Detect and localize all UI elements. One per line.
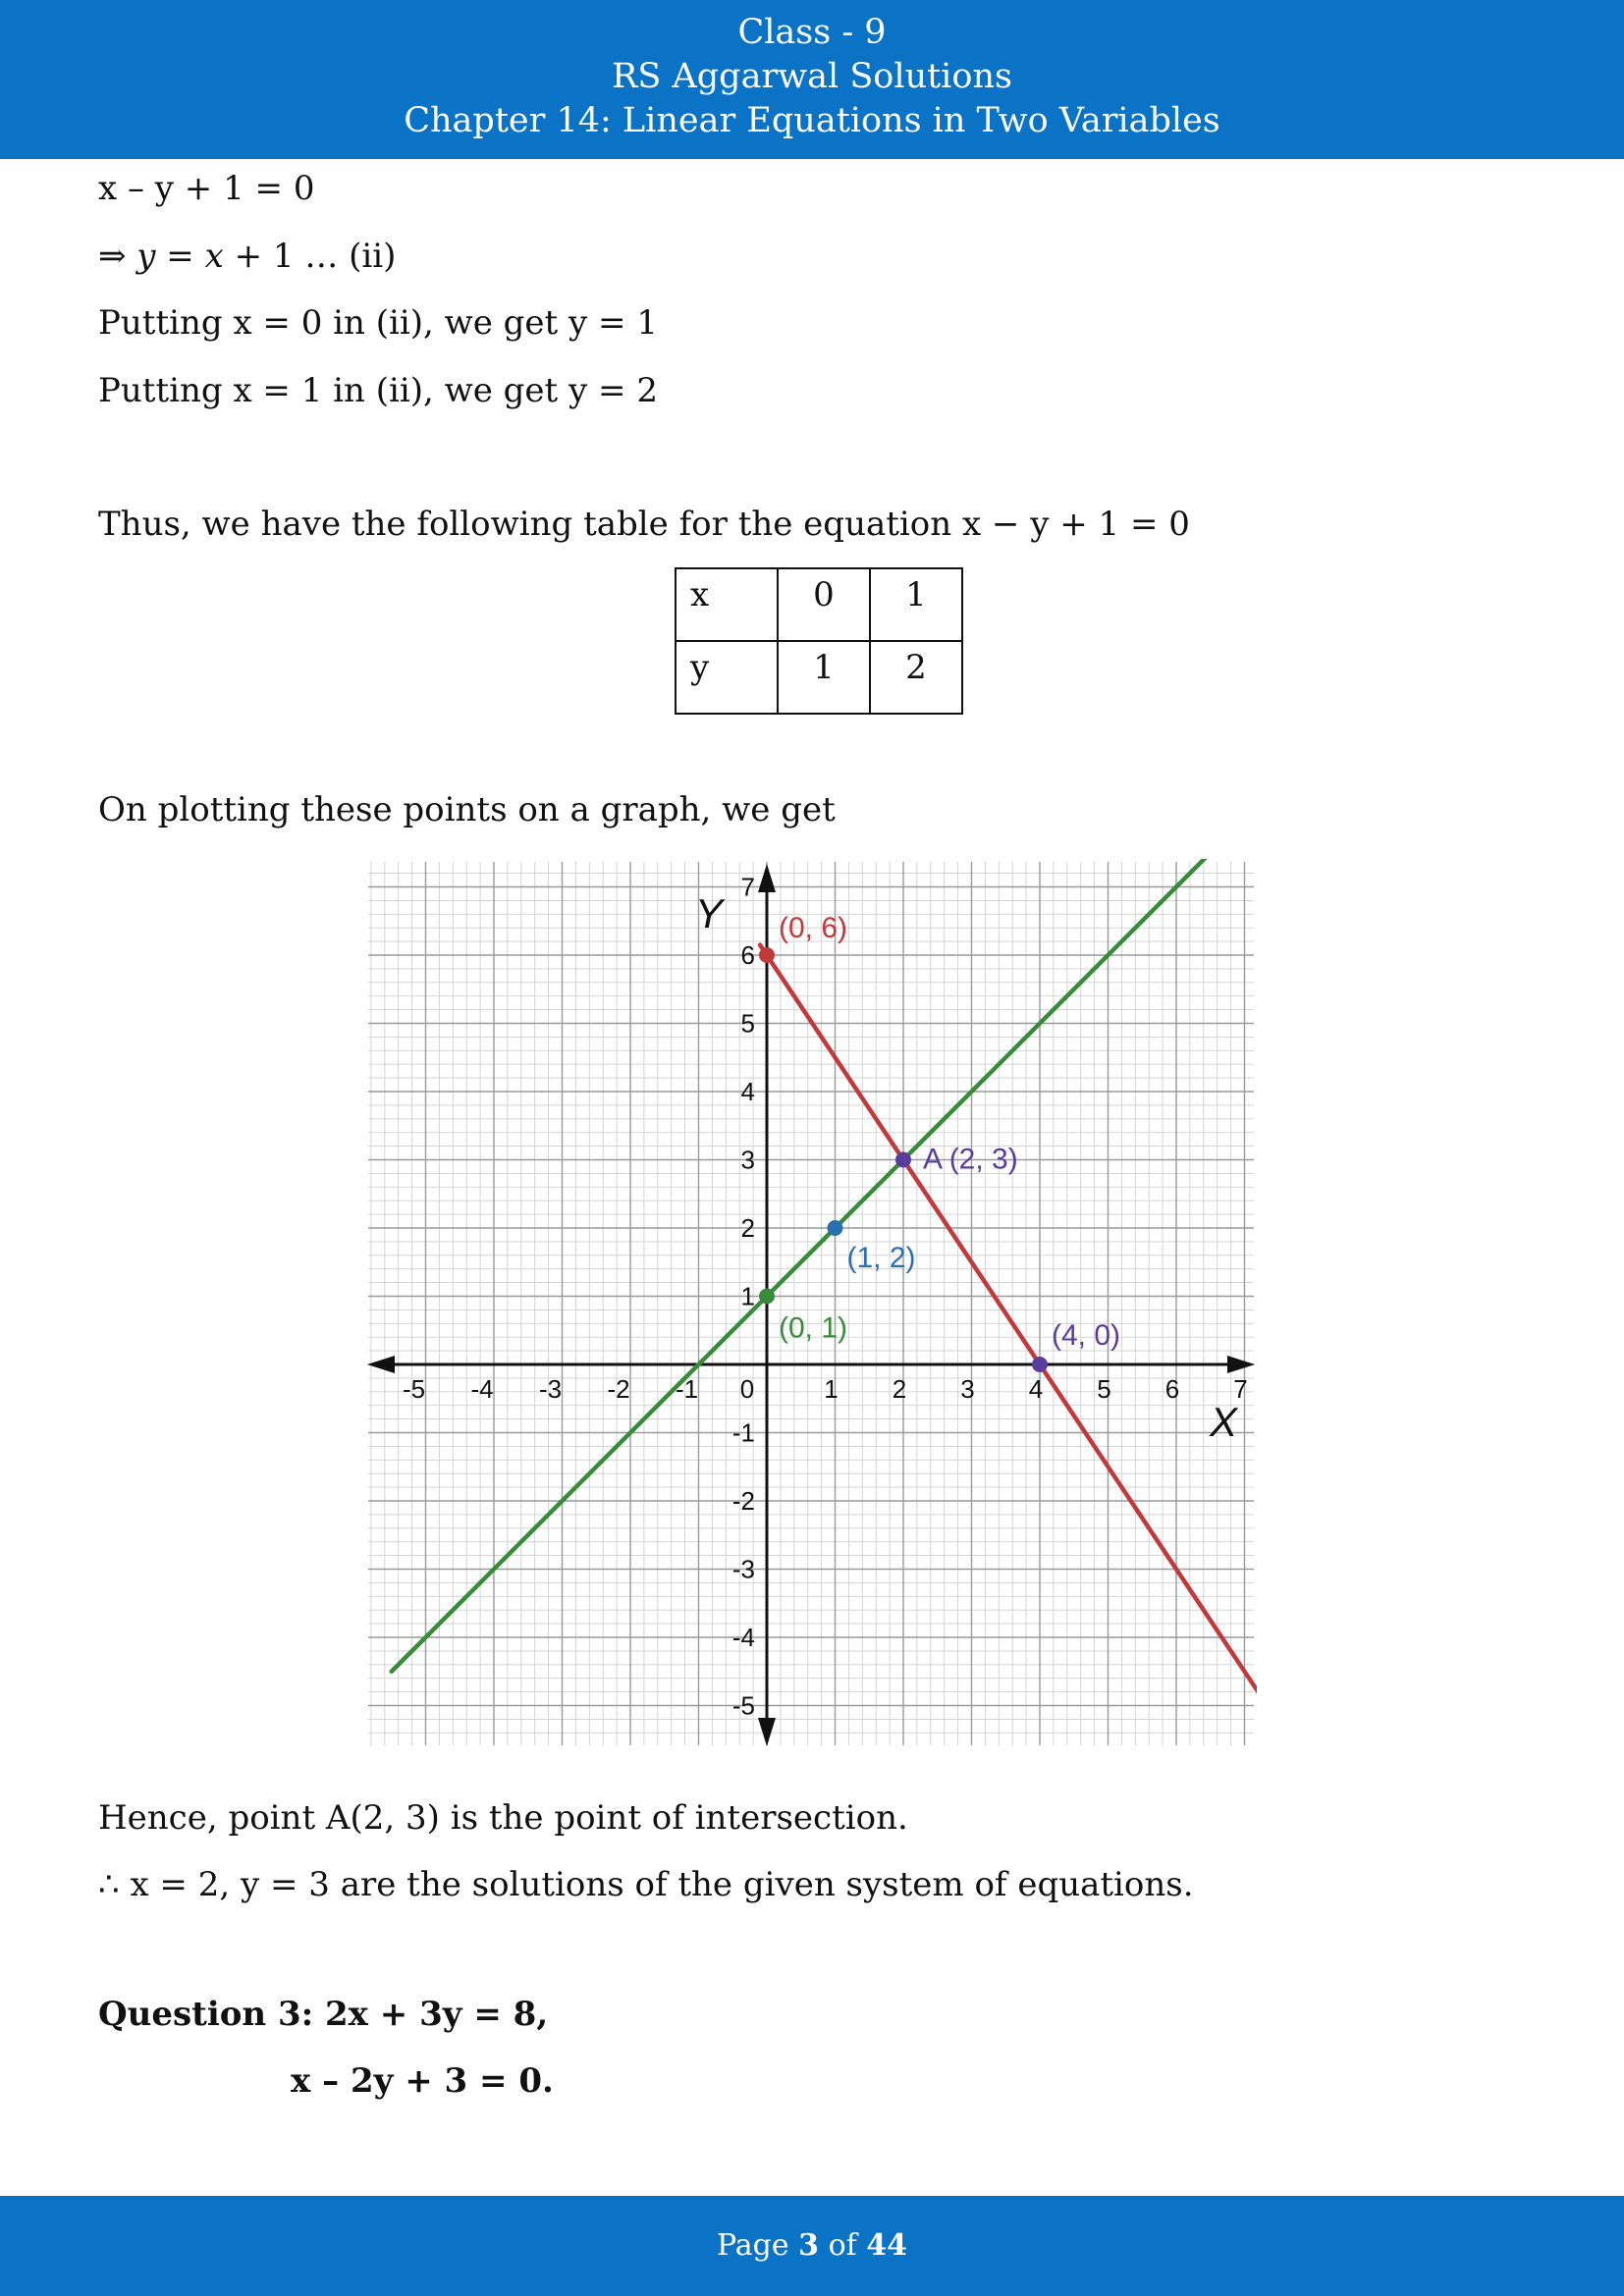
page-number: 3 — [798, 2228, 820, 2263]
y-tick-label: 3 — [740, 1145, 755, 1175]
y-tick-label: 7 — [740, 872, 755, 902]
substitution-1: Putting x = 0 in (ii), we get y = 1 — [98, 303, 658, 343]
page-total: 44 — [866, 2228, 908, 2263]
table-cell: y — [676, 641, 778, 714]
table-cell: x — [676, 568, 778, 641]
y-tick-label: -3 — [731, 1554, 755, 1584]
conclusion-solution: ∴ x = 2, y = 3 are the solutions of the given system of equations. — [98, 1865, 1194, 1904]
x-tick-label: 6 — [1164, 1374, 1180, 1404]
graph-chart — [363, 859, 1257, 1747]
y-axis-arrow-down — [758, 1718, 776, 1746]
data-point — [1032, 1357, 1048, 1372]
y-axis-arrow-up — [758, 864, 776, 892]
x-tick-label: -3 — [538, 1374, 563, 1404]
x-axis-label: X — [1210, 1399, 1238, 1445]
point-label: (0, 1) — [779, 1311, 848, 1345]
x-tick-label: 1 — [824, 1374, 839, 1404]
x-tick-label: 2 — [892, 1374, 907, 1404]
page-header — [0, 0, 1624, 159]
y-tick-label: 4 — [740, 1077, 755, 1106]
y-tick-label: -4 — [731, 1623, 755, 1652]
x-tick-label: 3 — [960, 1374, 975, 1404]
y-tick-label: 2 — [740, 1213, 755, 1243]
header-book: RS Aggarwal Solutions — [612, 57, 1012, 96]
x-tick-label: 7 — [1233, 1374, 1248, 1404]
table-cell: 1 — [870, 568, 962, 641]
table-cell: 1 — [778, 641, 870, 714]
x-tick-label: 0 — [739, 1374, 755, 1404]
point-label: (4, 0) — [1052, 1319, 1121, 1352]
x-tick-label: -1 — [675, 1374, 699, 1404]
point-label: (0, 6) — [779, 912, 848, 944]
data-point — [759, 1289, 775, 1305]
table-intro: Thus, we have the following table for the equation x − y + 1 = 0 — [98, 505, 1190, 544]
y-tick-label: 1 — [740, 1281, 755, 1311]
table-row — [676, 641, 962, 714]
header-chapter: Chapter 14: Linear Equations in Two Variables — [404, 101, 1220, 140]
y-tick-label: -1 — [731, 1417, 755, 1448]
values-table — [675, 567, 963, 715]
data-point — [895, 1152, 911, 1168]
y-tick-label: -2 — [731, 1486, 755, 1516]
page-prefix: Page — [716, 2228, 799, 2263]
grid-major — [368, 862, 1254, 1745]
data-points — [759, 912, 1120, 1372]
y-axis-label: Y — [695, 890, 724, 936]
data-point — [828, 1220, 843, 1236]
green-line-series — [392, 859, 1220, 1672]
substitution-2: Putting x = 1 in (ii), we get y = 2 — [98, 371, 658, 410]
question-3-line2: x – 2y + 3 = 0. — [291, 2061, 554, 2101]
equation-line: x – y + 1 = 0 — [98, 169, 315, 208]
plot-intro: On plotting these points on a graph, we get — [98, 790, 836, 829]
header-class: Class - 9 — [737, 13, 887, 52]
x-tick-label: -4 — [470, 1374, 494, 1404]
page-of: of — [819, 2228, 867, 2263]
x-axis-arrow-right — [1227, 1356, 1255, 1373]
table-cell: 0 — [778, 568, 870, 641]
y-tick-label: -5 — [731, 1690, 755, 1721]
x-tick-label: 4 — [1028, 1374, 1044, 1404]
point-label: (1, 2) — [846, 1242, 916, 1274]
table-cell: 2 — [870, 641, 962, 714]
x-tick-label: -5 — [402, 1374, 426, 1404]
y-tick-label: 5 — [740, 1008, 755, 1039]
conclusion-intersection: Hence, point A(2, 3) is the point of intersection. — [98, 1798, 908, 1838]
question-3-title: Question 3: 2x + 3y = 8, — [98, 1995, 549, 2034]
point-label: A (2, 3) — [923, 1143, 1018, 1176]
page-footer — [0, 2196, 1624, 2296]
grid-minor — [368, 862, 1254, 1745]
x-tick-label: 5 — [1097, 1374, 1111, 1404]
table-row — [676, 568, 962, 641]
data-point — [759, 947, 775, 963]
derived-equation: ⇒ 𝑦 = 𝑥 + 1 … (ii) — [98, 237, 397, 276]
y-tick-label: 6 — [740, 940, 755, 970]
x-tick-label: -2 — [607, 1374, 630, 1404]
